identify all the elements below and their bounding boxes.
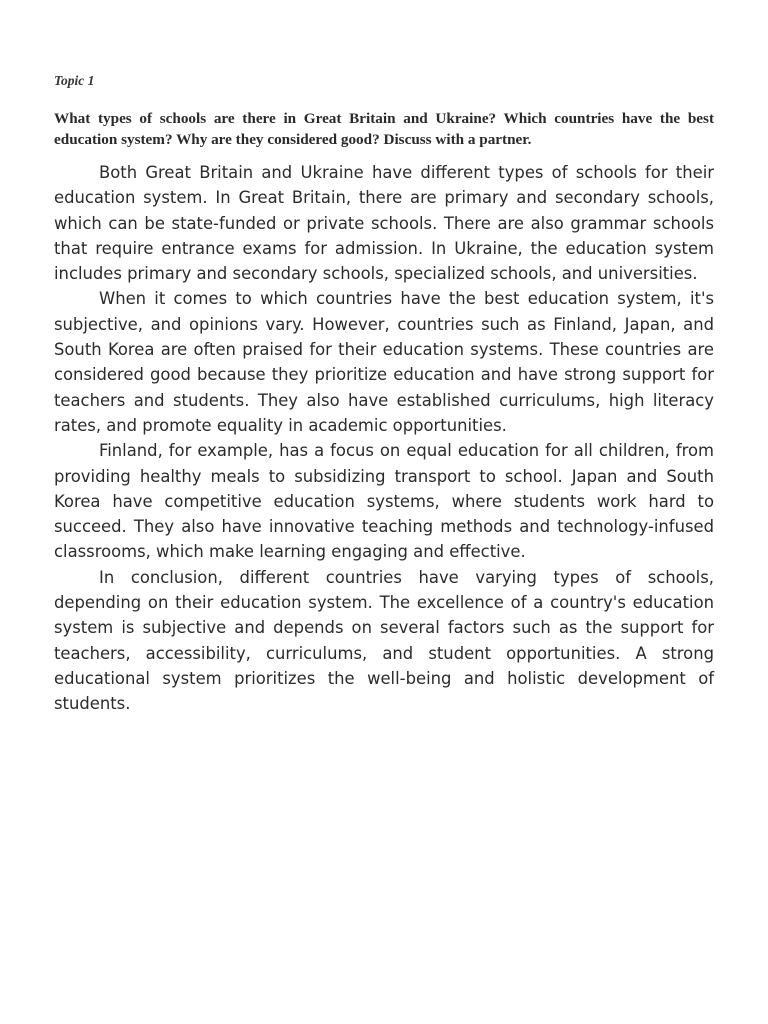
essay-paragraph-4: In conclusion, different countries have varying types of schools, depending on their education system. The excellence of a country's education system is subjective and depends on several factors such as the support for teachers, accessibility, curriculums, and student opportunities. A strong educational system prioritizes the well-being and holistic development of students. bbox=[54, 567, 714, 714]
topic-label: Topic 1 bbox=[54, 73, 95, 88]
essay-paragraph-1: Both Great Britain and Ukraine have different types of schools for their education system. In Great Britain, there are primary and secondary schools, which can be state-funded or private schools. There are also grammar schools that require entrance exams for admission. In Ukraine, the education system includes primary and secondary schools, specialized schools, and universities. bbox=[54, 163, 714, 284]
discussion-question: What types of schools are there in Great Britain and Ukraine? Which countries have the best education system? Why are they considered good? Discuss with a partner. bbox=[54, 110, 714, 148]
document-content bbox=[54, 72, 714, 717]
essay-paragraph-3: Finland, for example, has a focus on equal education for all children, from providing healthy meals to subsidizing transport to school. Japan and South Korea have competitive education systems, where students work hard to succeed. They also have innovative teaching methods and technology-infused classrooms, which make learning engaging and effective. bbox=[54, 441, 714, 562]
essay-body bbox=[54, 160, 714, 717]
essay-paragraph-2: When it comes to which countries have the best education system, it's subjective, and opinions vary. However, countries such as Finland, Japan, and South Korea are often praised for their education systems. These countries are considered good because they prioritize education and have strong support for teachers and students. They also have established curriculums, high literacy rates, and promote equality in academic opportunities. bbox=[54, 289, 714, 435]
